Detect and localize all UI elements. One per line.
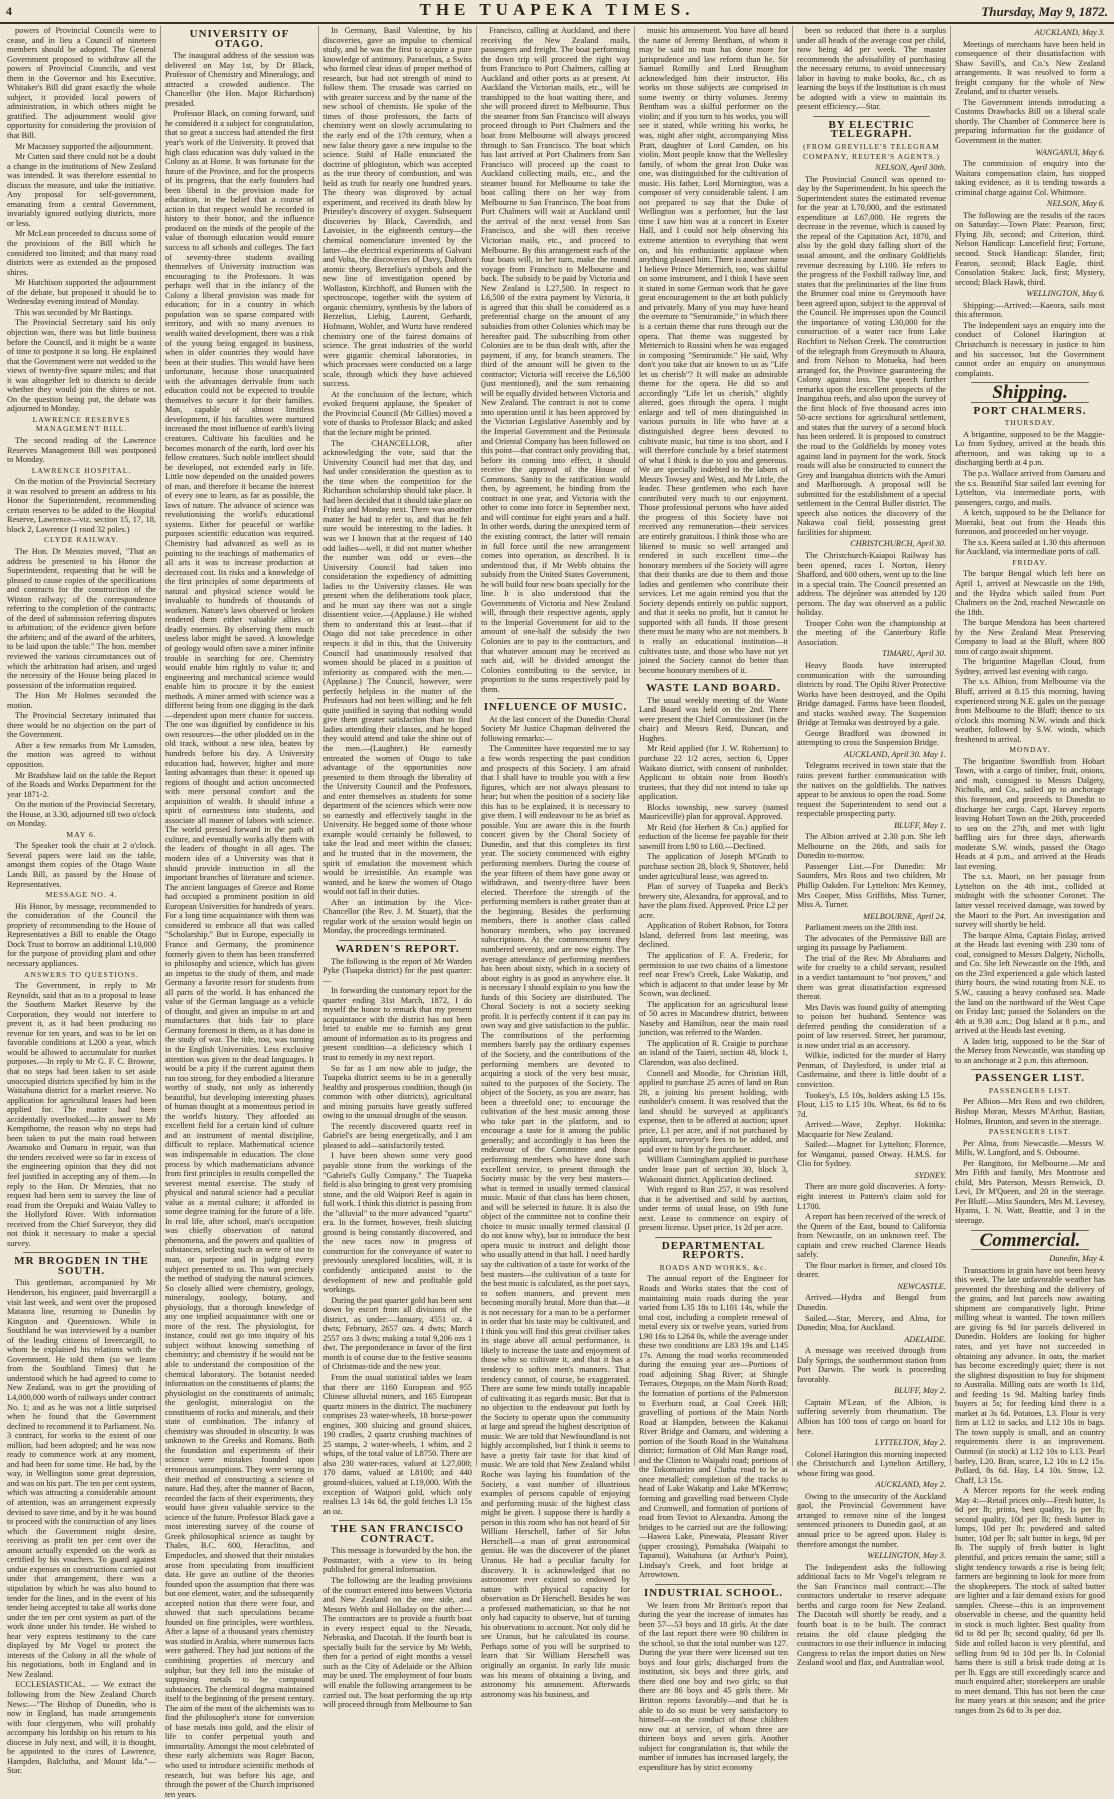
paragraph: powers of Provincial Councils were to cease, and in lieu a Council of nineteen members should be adopted. The General Government proposed to withdraw all the powers of Provincial Councils, and vest them in the Governor and his Executive. Whitaker's Bill did grant exactly the whole subject, it provided local powers of administration, in which others might be gratified. The adjournment would give opportunity for considering the provision of that Bill. xyxy=(7,26,156,141)
paragraph: In Germany, Basil Valentine, by his discoveries, gave an impulse to chemical study, and he was the first to acquire a pure knowledge of antimony. Paracelsus, a Swiss who formed clear ideas of proper method of research, but had not strength of mind to follow them. The crusade was carried on with greater success and by the name of the new school of chemists. He spoke of the times of those professors, the facts of chemistry went on slowly accumulating to the early end of the 17th century, when a new false theory gave a new impulse to the science. Stahl of Halle enunciated the doctrine of phlogiston, which was accepted as the true theory of combustion, and was held as truth for nearly one hundred years. The theory was disproved by actual experiment, and received its death blow by Priestley's discovery of oxygen. Subsequent discoveries by Black, Cavendish, and Lavoisier, in the eighteenth century—the chemical nomenclature invented by the latter—the electrical experiments of Galvani and Volta, the discoveries of Davy, Dalton's atomic theory, Berzelius's symbols and the new line of investigation opened by Wollaston, Kirchhoff, and Bunsen with the spectroscope, together with the system of organic chemistry, synthesis by the labors of Berzelius, Liebig, Laurent, Gerhardt, Hofmann, Wohler, and Wurtz have rendered chemistry one of the fairest domains of science. The great industries of the world were gigantic chemical laboratories, in which processes were conducted on a large scale, through which they have achieved success. xyxy=(323,26,472,389)
paragraph: The second reading of the Lawrence Reserves Management Bill was postponed to Monday. xyxy=(7,435,156,465)
paragraph: The following are the results of the races on Saturday:—Town Plate: Pearson, first; Flying Jib, second; and Criterion, third. Nelson Handicap: Lancefield first; Fortune, second. Stock Handicap: Slander, first; Fearon, second; Black Eagle, third. Consolation Stakes: Jack, first; Mystery, second; Black Hawk, third. xyxy=(955,210,1105,287)
paragraph: The usual weekly meeting of the Waste Land Board was held on the 2nd. There were present the Chief Commissioner (in the chair) and Messrs Reid, Duncan, and Hughes. xyxy=(639,695,788,743)
paragraph: At the last concert of the Dunedin Choral Society Mr Justice Chapman delivered the following remarks:— xyxy=(481,714,630,743)
paragraph: This gentleman, accompanied by Mr Henderson, his engineer, paid Invercargill a visit last week, and went over the proposed Mataura line, returning to Dunedin by Kingston and Queenstown. While in Southland he was interviewed by a number of the leading citizens of Invercargill, to whom he explained his relations with the Government. He told them (so we learn from the Southland Times) that he understood which he had agreed to come to New Zealand, was to get the providing of L4,000,000 worth of railways under contract No. 1; and as he was not a little surprised when he found that the Government declined to recommend it to Parliament. No. 3 contract, for works to the extent of one million, had been adopted; and he was now ready to commence work at any moment, and had been for some time. He had, by the way, in Wellington some great depression, and was on his part. The ten per cent system, which was attracting a considerable amount of attention, was an arrangement expressly devised to save time, and by it he was bound to proceed with the construction of any lines which the Government might desire, receiving as profit ten per cent over the amount actually expended on the work as certified by his vouchers. To guard against undue expenses on constructions carried out under that arrangement, there was a stipulation by which he was also bound to tender for the lines, and in the event of his tender being accepted to take all works done under the ten per cent system as part of the work done under his tender. He wished to hear very express testimony to the care displayed by Mr Vogel to protect the interests of the Colony in all the whole of his negotiations, both in England and in New Zealand. xyxy=(7,1278,156,1679)
issue-date: Thursday, May 9, 1872. xyxy=(981,4,1108,19)
section-subheading: MESSAGE NO. 4. xyxy=(45,890,118,900)
dateline: CHRISTCHURCH, April 30. xyxy=(850,539,946,549)
source-note: PASSENGERS LIST. xyxy=(988,1127,1072,1137)
paragraph: The commission of enquiry into the Waitara compensation claim, has stopped taking evidence, as it is tending towards a criminal charge against Col. Whitmore. xyxy=(955,159,1105,197)
paragraph: The Provincial Council was opened to-day by the Superintendent. In his speech the Superintendent states the estimated revenue for the year at L70,000, and the estimated expenditure at L67,000. He regrets the decrease in the revenue, which is caused by the repeal of the Capitation Act, 1870, and also by the gold duty falling short of the usual amount, and the ordinary Goldfields revenue decreasing by L100. He refers to the progress of the Foxhill railway line, and states that the preliminaries of the line from the Brunner coal mine to Greymouth have been agreed upon, subject to the approval of the Council. He impresses upon the Council the importance of voting L30,000 for the construction of a water race from Lake Rochfort to Nelson Creek. The construction of the telegraph from Greymouth to Ahaura, and from Nelson to Motueka, had been arranged for, the Province guaranteeing the Colony against loss. The speech further remarks upon the excellent prospects of the Inangahua reefs, and also upon the survey of the first block of five thousand acres into 50-acre sections for agricultural settlement, and states that the survey of a second block has been ordered. It is proposed to construct the road to the Goldfields by money votes against land in payment for the work. Stock roads will also be constructed to connect the Grey and Inangahua districts with the Amuri and Marlborough. A proposal will be submitted for the establishment of a special settlement in the Central Buller district. The speech also notices the discovery of the Nakawa coal field, possessing great facilities for shipment. xyxy=(797,174,946,537)
paragraph: Shipping:—Arrived:—Kaeora, sails most this afternoon. xyxy=(955,300,1105,320)
paragraph: Mrs Davis was found guilty of attempting to poison her husband. Sentence was deferred pending the consideration of a point of law reserved. Street, her paramour, is now under trial as an accessory. xyxy=(797,1002,946,1050)
paragraph: The Hon Mr Holmes seconded the motion. xyxy=(7,691,156,710)
paragraph: Passenger List.—For Dunedin: Mr Saunders, Mrs Ross and two children, Mr Phillip Oakden. For Lyttelton: Mrs Kenney, Mrs Cooper, Miss Griffiths, Miss Turner, Miss A. Turner. xyxy=(797,861,946,910)
source-note: PASSENGERS LIST. xyxy=(988,1085,1072,1095)
article-heading: PASSENGER LIST. xyxy=(975,1072,1085,1085)
article-heading: DEPARTMENTAL REPORTS. xyxy=(661,1239,766,1262)
paragraph: William Cunningham applied to purchase under lease part of section 30, block 3, Wakouaiti district. Application declined. xyxy=(639,1155,788,1184)
paragraph: The Government, in reply to Mr Reynolds, said that as to a proposal to lease the Southern Market Reserve by the Corporation, they would not interfere to prevent it, as it had been producing no revenue for ten years, and was to be let on favorable conditions at L200 a year, which would be allowed to accumulate for market purposes.—In reply to Mr G. F. C. Browne, that no steps had been taken to set aside unoccupied districts specified by him in the Waitahuna district for a market reserve. No application for agricultural leases had been applied for. The matter had been accidentally overlooked.—In answer to Mr Kempthorne, the reason why no steps had been taken to put the main road between Awamoko and Oamaru in repair, was that the tenders received were so far in excess of the engineering opinion that they did not feel justified in accepting any of them.—In reply to the Hon. Dr Menzies, that no request had been sent to survey the line of road from the Orepuki and Waiau Valley to the Hollyford River. With information received from the Chief Surveyor, they did not think it necessary to make a special survey. xyxy=(7,981,156,1248)
paragraph: A ketch, supposed to be the Deliance for Moeraki, beat out from the Heads this forenoon, and proceeded on her voyage. xyxy=(955,508,1105,537)
paragraph: Arrived:—Wave, Zephyr. Hokitika: Macquarie for New Zealand. xyxy=(797,1120,946,1139)
paragraph: The CHANCELLOR, after acknowledging the vote, said that the University Council had met that day, and had under consideration the question as to the time when the competition for the Richardson scholarship should take place. It had been decided that it should take place on Friday and Monday next. There was another matter he had to refer to, and that he felt sure would be interesting to the ladies. It was we I known that at the request of 140 odd ladies—well, it did not matter whether the number was odd or even—the University Council had taken into consideration the expediency of admitting ladies to the University classes. He was present when the deliberations took place, and he must say there was not a single dissentient voice.—(Applause.) He wished them to understand this at least—that if Otago did not take precedence in other respects it did in this, that the University Council had unanimously resolved that women should be placed in a position of inferiority as compared with the men.—(Applause.) The Council, however, were perfectly helpless in the matter of the Professors had not been willing; and he felt quite justified in saying that nothing would give them greater satisfaction than to find ladies attending their classes, and he hoped they would attend and take the shine out of the men.—(Laughter.) He earnestly entreated the women of Otago to take advantage of the opportunities now presented to them through the liberality of the University Council and the Professors, and enter themselves as students for some department of the sciences which were now so earnestly and effectively taught in the University. He begged some of those whose example would certainly be followed, to take the lead and meet within the classes; and he trusted that in the movement, the spirit of emulation the movement which would be irresistible. An example was wanted, and he knew the women of Otago would not fall in their duties. xyxy=(323,438,472,897)
paragraph: The application for an agricultural lease of 50 acres in Macandrew district, between Naseby and Hamilton, near the main road junction, was referred to the Warden. xyxy=(639,999,788,1038)
article-heading: WASTE LAND BOARD. xyxy=(646,682,781,695)
paragraph: During the past quarter gold has been sent down by escort from all divisions of the district, as under:—January, 4551 oz. 4 dwts; February, 2657 ozs. 4 dwts; March 2557 ozs 3 dwts; making a total 9,206 ozs 1 dwt. The preponderance in favor of the first month is of course due to the festive seasons of Christmas-tide and the new year. xyxy=(323,1295,472,1372)
column-2 xyxy=(161,26,319,1799)
paragraph: His Honor, by message, recommended to the consideration of the Council the propriety of recommending to the House of Representatives a Bill to enable the Otago Dock Trust to borrow an additional L10,000 for the purpose of providing plant and other necessary appliances. xyxy=(7,901,156,968)
paragraph: With regard to Run 257, it was resolved that it be advertised and sold by auction, under terms of usual lease, on 19th June next. Lease to commence on expiry of present license. Upset price, 1s 2d per acre. xyxy=(639,1185,788,1233)
paragraph: The advocates of the Permissive Bill are urging its passage by Parliament. xyxy=(797,933,946,953)
paragraph: Mr Reid applied (for J. W. Robertson) to purchase 22 1/2 acres, section 6, Upper Waikato district, with consent of runholder. Applicant to obtain note from Booth's trustees, that they did not intend to take up application. xyxy=(639,744,788,802)
paragraph: Trooper Cohn won the championship at the meeting of the Canterbury Rifle Association. xyxy=(797,618,946,647)
article-heading: INDUSTRIAL SCHOOL. xyxy=(643,1586,784,1599)
paragraph: Telegrams received in town state that the rains prevent further communication with the natives on the goldfields. The natives appear to be anxious to open the road. Some request the Superintendent to send out a respectable prospecting party. xyxy=(797,761,946,819)
paragraph: The brigantine Swordfish from Hobart Town, with a cargo of timber, fruit, onions, and malt, consigned to Messrs Dalgety, Nicholls, and Co., sailed up to anchorage this forenoon, and proceeds to Dunedin to discharge her cargo. Capt. Harvey reports leaving Hobart Town on the 26th, proceeded to sea on the 27th, and met with light baffling airs for three days, afterwards moderate S.W. winds, passed the Otago Heads at 4 p.m., and arrived at the Heads last evening. xyxy=(955,756,1105,871)
masthead xyxy=(0,0,1114,24)
dateline: WELLINGTON, May 6. xyxy=(1026,289,1105,299)
paragraph: George Bradford was drowned in attempting to cross the Suspension Bridge. xyxy=(797,728,946,748)
column-rule xyxy=(339,1520,456,1521)
paragraph: The s.s. Maori, on her passage from Lyttelton on the 4th inst., collided at midnight with the schooner Coronet. The latter vessel received damage, was towed by the Maori to the Port. An investigation and survey will shortly be held. xyxy=(955,872,1105,930)
paragraph: On the motion of the Provincial Secretary it was resolved to present an address to his Honor the Superintendent, recommending certain reserves to be added to the Hospital Reserve, Lawrence—viz. section 15, 17, 18, block 2, Lawrence (1 rood 32 poles.) xyxy=(7,477,156,534)
paragraph: The application of R. Craigie to purchase an island of the Taieri, section 48, block 1, Clarendon, was also declined. xyxy=(639,1038,788,1067)
section-subheading: ANSWERS TO QUESTIONS. xyxy=(23,969,140,979)
paragraph: The Albion arrived at 2.30 p.m. She left Melbourne on the 26th, and sails for Dunedin to-morrow. xyxy=(797,832,946,861)
paragraph: A message was received through from Daly Springs, the southernmost station from Port Darwin. The work is proceeding favorably. xyxy=(797,1346,946,1384)
column-6 xyxy=(793,26,951,1668)
article-columns xyxy=(3,26,1111,1799)
paragraph: The Hon. Dr Menzies moved, "That an address be presented to his Honor the Superintendent, requesting that he will be pleased to cause copies of the specifications and contracts for the construction of the Winton railway; of the correspondence referring to the completion of the contracts; of the deed of submission referring disputes to arbitration; of the evidence given before the arbiters; and of the award of the arbiters, to be laid upon the table." The hon. member reviewed the various circumstances out of which the arbitration had arisen, and urged the necessity of the House being placed in possession of the information required. xyxy=(7,546,156,690)
dateline: AUCKLAND, May 3. xyxy=(1034,28,1105,37)
paragraph: In forwarding the customary report for the quarter ending 31st March, 1872, I do myself the honor to remark that my present acquaintance with the district has not been brief to enable me to furnish any great amount of information as to its progress and present condition—a deficiency which I trust to remedy in my next report. xyxy=(323,986,472,1062)
dateline: TIMARU, April 30. xyxy=(882,649,946,659)
date-subheading: MAY 6. xyxy=(66,829,97,839)
paragraph: This message is forwarded by the hon. the Postmaster, with a view to its being published for general information. xyxy=(323,1546,472,1575)
paragraph: The barque Bengal which left here on April 1, arrived at Newcastle on the 19th, and the Hydra which sailed from Port Chalmers on the 2nd, reached Newcastle on the 18th. xyxy=(955,569,1105,617)
dateline: BLUFF, May 2. xyxy=(894,1386,946,1396)
paragraph: The application of Joseph M'Grath to purchase section 28, block 9, Shotover, held under agricultural lease, was agreed to. xyxy=(639,852,788,881)
paragraph: After an intimation by the Vice-Chancellor (the Rev. J. M. Stuart), that the regular work of the session would begin on Monday, the proceedings terminated. xyxy=(323,897,472,936)
paragraph: Application of Robert Robson, for Totora Island, deferred from last meeting, was declined. xyxy=(639,921,788,950)
dateline: NELSON, April 30th. xyxy=(875,163,946,173)
paragraph: On the motion of the Provincial Secretary, the House, at 3.30, adjourned till two o'clock on Monday. xyxy=(7,800,156,829)
article-heading: PORT CHALMERS. xyxy=(973,404,1087,417)
date-subheading: FRIDAY. xyxy=(1012,557,1048,567)
paragraph: Professor Black, on coming forward, said he considered it a subject for congratulation, that so great a success had attended the first year's work of the University. It proved that high class education was duly valued in the Colony as at Home. It was fortunate for the future of the Province, and for the prospects of its progress, that the early founders had been liberal in the provision made for education, in the belief that a course of action in that respect would be recorded in history to their honor, and the influence produced on the minds of the people of the value of thorough education would ensure success to all schools and colleges. The fact of seventy-three students availing themselves of University instruction was encouraging to the Professors. It was perhaps well that in the infancy of the Colony a liberal provision was made for education; for in a country in which population was so sparse compared with territory, and with so many avenues to wealth waited development, there was a risk of the young being engaged in business, when in older countries they would have been at their studies. This would have been unfortunate, because those unacquainted with the advantages derivable from such education could not be expected to trouble themselves to secure it for their families. Man, capable of almost limitless development, if his faculties were nurtured increased the most influence of earth's living creatures. Cultivate his faculties and he becomes monarch of the earth, lord over his fellow creatures. Such noble intellect should be developed, not extended early in life. Little now depended on the unaided powers of man, and therefore it became the interest of every one to learn, as far as possible, the laws of nature. The advance of science was revolutionising the world's educational systems. Either for peaceful or warlike purposes scientific education was required. Chemistry had advanced as well as in pointing to the teachings of mathematics of all arts it was to increase production at decreased cost. Its risks and a knowledge of the first principles of some departments of natural and physical science would be invaluable to hundreds of thousands of workmen. Nature's laws observed or broken rendered them either valuable allies or deadly enemies. By observing them much useless labor might be saved. A knowledge of geology would often save a miner infinite trouble in searching for ore. Chemistry would enable him rightly to value it; and engineering and mechanical science would enable him to procure it by the easiest methods. A miner armed with science was a different being from one digging in the dark—dependent upon mere chance for success. The one was dignified by confidence in his own resources—the other plodded on in the old track, without a new idea, beaten by hundreds before his day. A University education had, however, higher and more lasting advantages than these: it opened up regions of thought and action unconnected with mere personal comfort and the acquisition of wealth. It should infuse a spirit of earnestness into students, and associate all manner of labors with science. The world pressed forward in the path of culture, and eventually works ally them with the leaders of thought in all ages. The modern idea of a University was that it should provide instruction in all the important branches of literature and science. The ancient languages of Greece and Rome had occupied a prominent position in old European Universities for hundreds of years. For a long time acquaintance with them was considered to embrace all that was called "Scholarship." But in Europe, especially in France and Germany, the prominence formerly given to them has been transferred to philosophy and science, which has given an impetus to the study of them, and made Germany a favorite resort for students from all parts of the world. It has enhanced the value of the German language as a vehicle of thought, and given an impulse to art and manufactures that bids fair to place Germany foremost in them, as it has done in the study of war. The tide, too, was turning in the English Universities. Less exclusive attention was given to the dead languages. It would be a pity if the current against them ran too strong, for they embodied a literature worthy of study, not only as inherently beautiful, but developing interesting phases of human thought at a momentous period in the world's history. They afforded an excellent field for a certain kind of culture and an instrument of mental discipline, difficult to replace. Mathematical science was indispensable in education. The close process by which mathematicians advance from first principles to results compelled the severest mental exercise. The study of physical and natural science had a peculiar value as a mental culture; it afforded in some degree training for the future of a life. In real life, after school, man's occupation was chiefly observation of natural phenomena, and the powers and qualities of substances, selecting such as were of use to man, or purpose and in judging every subject presented to us. This was precisely the method of studying the natural sciences. So closely allied were chemistry, geology, mineralogy, zoology, botany, and physiology, that a thorough knowledge of any one implied acquaintance with one or more of the rest. The physiologist, for instance, could not go into inquiry of his subject without knowing something of chemistry; and chemistry if he would not be able to understand the composition of the chemical laboratory. The botanist needed information on the constituents of plants; the physiologist on the constituents of animals; the geologist, mineralogist on the constituents of rocks and minerals, and their state of combination. The infancy of chemistry was shrouded in obscurity. It was unknown to the Greeks and Romans. Both the foundation and experiments of their science were mistakes founded upon erroneous assumptions. They were wrong in their method of constructing a science of nature. Had they, after the manner of Bacon, recorded the facts of their experiments, they would have given valuable service to the science of the future. Professor Black gave a most interesting survey of the course of Greek philosophical science as taught by Thales, B.C. 600, Heraclitus, and Empedocles, and showed that their mistakes arose from speculating from insufficient data. He gave an outline of the theories founded upon the assumption that there was but one element, water, and the subsequently accepted notion that there were four, and showed that such speculations became founded on fine principles, were worthless. After a lapse of a thousand years chemistry was studied in Arabia, where numerous facts were gathered. They had just notions of the combining properties of mercury and sulphur, but they fell into the mistake of supposing metals to be compound substances. The chemical dogma maintained itself to the beginning of the present century. The aim of the most of the alchemists was to find the philosopher's stone for conversion of base metals into gold, and the elixir of life to confer perpetual youth and immortality. Amongst the most celebrated of these early alchemists was Roger Bacon, who used to introduce scientific methods of research, but was before his age, and through the power of the Church imprisoned ten years. xyxy=(165,109,314,1799)
paragraph: Mr McLean proceeded to discuss some of the provisions of the Bill which he considered too limited; and that many road districts were as extended as the proposed shires. xyxy=(7,229,156,277)
paragraph: The annual report of the Engineer for Roads and Works states that the cost of maintaining main roads during the year varied from L35 18s to L101 14s, while the total cost, including a complete renewal of metal every six or twelve years, varied from L90 16s to L264 0s, while the average under these two conditions are L83 19s and L145 17s. Among the road works recommended during the ensuing year are—Portions of road adjoining Shag River; at Shingle Terraces, Otepopo, on the Main North Road; the formation of portions of the Palmerston to Everburn road, at Coal Creek Hill; gravelling of portions of the Main North Road at Hampden, between the Kakanui River Bridge and Oamaru, and widening a portion of the South Road in the Waitahuna district; formation of Old Man Range road, and the Clinton to Waipahi road; portions of the Tokomairiro and Clutha road to be at once metalled; completion of the tracks to head of Lake Wakatip and Lake M'Kerrow; forming and gravelling road between Clyde and Cromwell, and formation of portions of road from Teviot to Alexandra. Among the bridges to be carried out are the following:—Hawea Lake, Pinewaia, Pleasant River (upper crossing), Pomahaka (Waipahi to Tapanui), Waitahuna (at Arthur's Point), Lindsay's Creek, and foot bridge at Arrowtown. xyxy=(639,1274,788,1580)
paragraph: So far as I am now able to judge, the Tuapeka district seems to be in a generally healthy and prosperous condition, though (in common with other districts), agricultural and mining pursuits have greatly suffered owing to the unusual drought of the season. xyxy=(323,1063,472,1121)
column-5 xyxy=(635,26,793,1772)
paragraph: Arrived.—Hydra and Bengal from Dunedin. xyxy=(797,1293,946,1312)
paragraph: We learn from Mr Britton's report that during the year the increase of inmates has been 57—53 boys and 18 girls. At the date of the last report there were 90 children in the school, so that the total number was 127. During the year there were licensed out ten boys and four girls; discharged from the institution, six boys and three girls, and there died one boy and two girls; so that there are 86 boys and 45 girls there. Mr Britton reports favorably—and that he is able to do so must be very satisfactory to himself—on the conduct of those children now out at service, of whom three are thirteen boys and seven girls. Another subject for congratulation is, that while the number of inmates has increased largely, the expenditure has by strict economy xyxy=(639,1600,788,1772)
paragraph: The inaugural address of the session was delivered on May 1st, by Dr Black, Professor of Chemistry and Mineralogy, and attracted a crowded audience. The Chancellor (the Hon. Major Richardson) presided. xyxy=(165,51,314,108)
paragraph: The Speaker took the chair at 2 o'clock. Several papers were laid on the table, amongst them copies of the Otago Waste Lands Bill, as passed by the House of Representatives. xyxy=(7,841,156,889)
column-rule xyxy=(813,116,930,117)
column-4 xyxy=(477,26,635,1699)
paragraph: Owing to the unsecurity of the Auckland gaol, the Provincial Government have arranged to remove nine of the longest sentenced prisoners to Dunedin gaol, at an annual price to be agreed upon. Haley is therefore amongst the number. xyxy=(797,1491,946,1549)
column-rule xyxy=(971,1069,1089,1070)
column-rule xyxy=(339,940,456,941)
paragraph: ECCLESIASTICAL. — We extract the following from the New Zealand Church News:—"The Bishop of Dunedin, who is now in England, has made arrangements with four clergymen, who will probably accompany his lordship on his return to his diocese in July next, and will, it is thought, be appointed to the cures of Lawrence, Hampden, Balclutha, and Mount Ida."—Star. xyxy=(7,1680,156,1776)
dateline: NELSON, May 6. xyxy=(1046,199,1105,209)
paragraph: The barque Alma, Captain Finlay, arrived at the Heads last evening with 230 tons of coal, consigned to Messrs Dalgety, Nicholls, and Co. She left Newcastle on the 19th, and on the 23rd experienced a gale which lasted thirty hours, the wind rotating from N.E. to S.W., causing a heavy confused sea. Made the land on the northward of the West Cape on Friday last; passed the Solanders on the 4th at 9.30 a.m.; Dog Island at 8 p.m., and arrived at the Heads last evening. xyxy=(955,930,1105,1036)
column-rule xyxy=(655,1584,772,1585)
paragraph: The barque Mendoza has been chartered by the New Zealand Meat Preserving Company to load at the Bluff, where 800 tons of cargo await shipment. xyxy=(955,618,1105,656)
paragraph: There are more gold discoveries. A forty-eight interest in Pattern's claim sold for L1700. xyxy=(797,1182,946,1211)
article-heading: UNIVERSITY OF OTAGO. xyxy=(189,28,290,50)
paragraph: From the usual statistical tables we learn that there are 1160 European and 955 Chinese alluvial miners, and 165 European quartz miners in the district. The machinery comprises 23 water-wheels, 18 horse-power engines, 300 sluicing and ground sluices, 190 cradles, 2 quartz crushing machines of 25 stamps, 2 water-wheels, 1 whim, and 2 whips, of the total value of L8750. There are also 230 water-races, valued at L27,000; 170 dams, valued at L8100; and 440 ground-sluices, valued at L19,000. With the exception of Waipori gold, which only realises L3 14s 6d, the gold fetches L3 15s an oz. xyxy=(323,1373,472,1516)
section-subheading: ROADS AND WORKS, &c. xyxy=(659,1262,768,1272)
paragraph: Mr Reid (for Herbert & Co.) applied for reduction of the license fee payable for their sawmill from L90 to L60.—Declined. xyxy=(639,822,788,851)
paragraph: The p.s. Wallace arrived from Oamaru and the s.s. Beautiful Star sailed last evening for Lyttelton, via intermediate ports, with passengers, cargo, and mails. xyxy=(955,468,1105,507)
paragraph: Mr Hutchison supported the adjournment of the debate, but proposed it should be to Wednesday evening instead of Monday. xyxy=(7,278,156,307)
section-banner: Shipping. xyxy=(992,382,1068,404)
paragraph: music his amusement. You have all heard the name of Jeremy Bentham, of whom it may be said no man has done more for jurisprudence and law reform than he. Sir Samuel Romilly and Lord Brougham acknowledged him their instructor. His works on those subjects are comprised in some twenty or thirty volumes. Jeremy Bentham was a skilful performer on the violin; and if you turn to his works, you will see it stated, while writing his works, he was, night after night, accompanying Miss Pratt, daughter of Lord Camden, on his violin. Most people know that the Wellesley family, of whom the great Iron Duke was one, was distinguished for the cultivation of music. His father, Lord Mornington, was a composer of very considerable talent. I am not prepared to say that the Duke of Wellington was a performer, but the last time I saw him was at a concert in Exeter Hall, and I could not help observing his extreme attention to everything that went on, and his enthusiastic applause when anything pleased him. There is another name I believe Prince Metternich, too, was skilful on some instrument, and I think I have seen it stated in some German work that he gave great encouragement to the art both publicly and privately. Many of you may have heard the overture to "Semiramide," in which there is a certain theme that runs through out the opera. That theme was suggested by Metternich to Rossini when he was engaged in composing "Semiramide." He said, Why don't you take that air known to us as "Life let us cherish"? It will make an admirable theme for the opera. He did so and accordingly "Life let us cherish," slightly altered, goes through the opera. I might enlarge and tell of men distinguished in various pursuits in life who have at a distinguished degree been devoted to cultivate music, but time is too short, and I will therefore conclude by a brief statement of what I think is due to you and generous. We are specially indebted to the labors of Messrs Towsey and West, and Mr Little, the leader. These gentlemen who each have contributed very much to our enjoyment. Those professional persons who have aided the progress of this Society have not received any remuneration—their services are entirely gratuitous. I think those who are likened to music so well arranged and rendered in such excellent time—the honorary members of the Society will agree that their thanks are due to them and those ladies and gentlemen who contribute their services. Let me again remind you that the Society depends entirely on public support, and that it seeks no profit, but it cannot be supported with all funds. If those present there must be many who are not members. It is really an educational institution—it cultivates taste, and those who have not yet joined the Society cannot do better than become honorary members of it. xyxy=(639,26,788,675)
dateline: LYTTELTON, May 2. xyxy=(875,1438,946,1448)
paragraph: Captain M'Lean, of the Albion, is suffering severely from rheumatism. The Albion has 100 tons of cargo on board for here. xyxy=(797,1397,946,1436)
section-subheading: LAWRENCE RESERVES MANAGEMENT BILL. xyxy=(32,414,131,434)
paragraph: The application of F. A. Frederic, for permission to use two chains of a limestone reef near Frew's Creek, Lake Wakatip, and which is adjacent to that under lease by Mr Scown, was declined. xyxy=(639,950,788,999)
column-rule xyxy=(23,1252,140,1253)
article-heading: BY ELECTRIC TELEGRAPH. xyxy=(828,118,915,141)
paragraph: A laden brig, supposed to be the Star of the Mersey from Newcastle, was standing up to an anchorage at 2 p.m. this afternoon. xyxy=(955,1036,1105,1065)
paragraph: The Provincial Secretary said his only objection was, there was but little business before the Council, and it might be a waste of time to postpone it so long. He explained that the Government were not wedded to the views of twenty-five square miles; and that it was altogether left to districts to decide whether they would join the shires or not. On the question being put, the debate was adjourned to Monday. xyxy=(7,318,156,414)
dateline: WANGANUI, May 6. xyxy=(1035,147,1105,157)
column-7 xyxy=(951,26,1109,1715)
paragraph: After a few remarks from Mr Lumsden, the motion was agreed to without opposition. xyxy=(7,740,156,770)
dateline: AUCKLAND, April 30. May 1. xyxy=(844,749,946,759)
dateline: NEWCASTLE. xyxy=(897,1281,946,1291)
paragraph: The Government intends introducing a Customs Drawbacks Bill on a liberal scale shortly. The Chamber of Commerce here is preparing information for the guidance of Government in the matter. xyxy=(955,97,1105,146)
column-rule xyxy=(655,679,772,680)
paragraph: The flour market is firmer, and closed 10s dearer. xyxy=(797,1260,946,1280)
paragraph: The Independent says an enquiry into the conduct of Colonel Harington at Christchurch is necessary in justice to him and his successor, but the Government cannot order an enquiry on anonymous complaints. xyxy=(955,320,1105,378)
paragraph: Plan of survey of Tuapeka and Beck's brewery site, Alexandra, for approval, and to have the plans fixed. Approved. Price L2 per acre. xyxy=(639,882,788,920)
paragraph: Sailed.—Star, Mercey, and Alma, for Dunedin; Moa, for Auckland. xyxy=(797,1313,946,1333)
paragraph: The brigantine Magellan Cloud, from Sydney, arrived last evening with cargo. xyxy=(955,657,1105,676)
paragraph: Mr Cutten said there could not be a doubt a change in the institutions of New Zealand was intended. It was therefore essential to discuss the measure, and take the initiative. Any proposal for self-government, emanating from a central Government, invariably ignored outlying districts, more or less. xyxy=(7,152,156,228)
paragraph: The Christchurch-Kaiapoi Railway has been opened, races I. Norton, Henry Shafford, and 600 others, went up to the line in a special train. The Council presented an address. The déjeûner was attended by 120 persons. The day was observed as a public holiday. xyxy=(797,550,946,618)
paragraph: A brigantine, supposed to be the Maggie-Lu from Sydney, arrived at the heads this afternoon, and was taking up to a discharging berth at 4 p.m. xyxy=(955,429,1105,468)
paragraph: The s.s. Keera sailed at 1.30 this afternoon for Auckland, via intermediate ports of call. xyxy=(955,537,1105,557)
paragraph: The Provincial Secretary intimated that there would be no objection on the part of the Government. xyxy=(7,711,156,740)
paragraph: Connell and Moodie, for Christian Hill, applied to purchase 25 acres of land on Run 28, a joining his present holding, with runholder's consent. It was resolved that the land should be surveyed at applicant's expense, then to be offered at auction; upset price, L1 per acre, and if not purchased by applicant, surveyor's fees to be added, and paid over to him by the purchaser. xyxy=(639,1068,788,1154)
paragraph: Mr Bradshaw laid on the table the Report of the Roads and Works Department for the year 1871-2. xyxy=(7,770,156,799)
paragraph: Colonel Harington this morning inspected the Christchurch and Lyttelton Artillery, whose firing was good. xyxy=(797,1449,946,1478)
paragraph: At the conclusion of the lecture, which evoked frequent applause, the Speaker of the Provincial Council (Mr Gillies) moved a vote of thanks to Professor Black; and asked that the lecture might be printed. xyxy=(323,389,472,437)
paragraph: Heavy floods have interrupted communication with the surrounding districts by road. The Opihi River Protective Works have been destroyed, and the Opihi Bridge damaged. Farms have been flooded, and stacks washed away. The Suspension Bridge at Temuka was destroyed by a gale. xyxy=(797,661,946,728)
date-subheading: MONDAY. xyxy=(1009,745,1051,755)
paragraph: Transactions in grain have not been heavy this week. The late unfavorable weather has prevented the threshing and the delivery of the grains, and but parcels now awaiting shipment are comparatively light. Prime milling wheat is wanted. The town millers are giving 6s 9d for parcels delivered in Dunedin. Holders are looking for higher rates, and yet have not succeeded in obtaining any advance. In oats, the market has become exceedingly quiet; there is not the slightest disposition to buy for shipment to Australia. Milling oats are worth 1s 11d, and feeding 1s 9d. Malting barley finds buyers at 5s; for feeding kind there is a market at 3s 6d. Potatoes, L3. Flour is very firm at L12 in sacks, and L12 10s in bags. The town supply is small, and an country requirements there is an improvement. Oatmeal (in stock) at L12 10s to L13. Pearl barley, L20. Bran, scarce, L2 10s to L2 15s. Pollard, 8s 6d. Hay, L4 10s. Straw, L2. Chaff, L3 15s. xyxy=(955,1265,1105,1485)
section-banner: Commercial. xyxy=(979,1229,1081,1251)
paragraph: The Independent asks the following additional facts to Mr Vogel's telegram re the San Francisco mail contract:—The contractors undertake to reserve adequate berths and cargo room for New Zealand. The Dacotah will shortly be ready, and a fourth boat is to be built. The contract retains the old clause pledging the contractors to use their influence in inducing Congress to relax the import duties on New Zealand wool and flax, and Australian wool. xyxy=(797,1562,946,1668)
source-note: (FROM GREVILLE'S TELEGRAM COMPANY, REUTER'S AGENTS.) xyxy=(802,142,941,161)
paragraph: Wilkie, indicted for the murder of Harry Penman, of Daylesford, is under trial at Castlemaine, and there is little doubt of a conviction. xyxy=(797,1051,946,1089)
paragraph: Parliament meets on the 28th inst. xyxy=(805,923,918,933)
paragraph: The recently discovered quartz reef in Gabriel's are being energetically, and I am pleased to add—satisfactorily tested. xyxy=(323,1121,472,1150)
paragraph: Per Rangitoto, for Melbourne.—Mr and Mrs Fifth and family, Mrs Montrose and child, Mrs Paterson, Messrs Renwick, D. Levi, Dr M'Queen, and 20 in the steerage. Per Bluff.—Miss Saunders, Mrs M. Levesey, Hyams, I. N. Watt, Beattie, and 3 in the steerage. xyxy=(955,1158,1105,1225)
paragraph: The trial of the Rev. Mr Abrahams and wife for cruelty to a child servant, resulted in a verdict tantamount to "not proven," and there was great dissatisfaction expressed thereat. xyxy=(797,953,946,1002)
column-3 xyxy=(319,26,477,1710)
column-rule xyxy=(497,698,614,699)
paragraph: The following is the report of Mr Warden Pyke (Tuapeka district) for the past quarter:— xyxy=(323,956,472,985)
paragraph: This was seconded by Mr Bastings. xyxy=(15,307,133,317)
section-subheading: LAWRENCE HOSPITAL. xyxy=(31,465,132,475)
dateline: Dunedin, May 4. xyxy=(1049,1254,1105,1264)
newspaper-title: THE TUAPEKA TIMES. xyxy=(419,0,695,19)
article-heading: THE SAN FRANCISCO CONTRACT. xyxy=(330,1523,465,1545)
date-subheading: THURSDAY. xyxy=(1004,418,1056,428)
paragraph: Per Albion—Mrs Ross and two children, Bishop Moran, Messrs M'Arthur, Bastian, Holmes, Brunton, and seven in the steerage. xyxy=(955,1097,1105,1126)
paragraph: The s.s. Albion, from Melbourne via the Bluff, arrived at 8.15 this morning, having experienced strong N.E. gales on the passage from Melbourne to the Bluff; thence to six o'clock this morning N.W. winds and thick weather, followed by S.W. winds, which freshened to arrival. xyxy=(955,677,1105,744)
paragraph: Sailed:—Magnet for Lyttelton; Florence, for Wanganui, passed Otway. H.M.S. for Clio for Sydney. xyxy=(797,1140,946,1169)
page-number: 4 xyxy=(6,4,12,18)
dateline: BLUFF, May 1. xyxy=(894,820,946,830)
paragraph: Mr Macassey supported the adjournment. xyxy=(15,141,154,151)
paragraph: The Committee have requested me to say a few words respecting the past condition and prospects of this Society. I am afraid that I shall have to trouble you with a few figures, which are not always pleasant to hear; but when the position of a society like this has to be explained, it is necessary to give them. I will endeavour to be as brief as possible. You are aware this is the fourth concert given by the Choral Society of Dunedin, and that this completes its first year. The society commenced with eighty performing members. During the course of the year fifteen of them have gone away or withdrawn, and twenty-three have been elected. Therefore the strength of the performing members is rather greater than at the beginning. Besides the performing members, there is another class called honorary members, who pay increased subscriptions. At the commencement they numbered seventy, and are now eighty. The average attendance of performing members has been about sixty, which in a society of about eighty is as good as anywhere else. It is necessary I should explain to you how the funds of this Society are distributed. The Choral Society is not a society seeking profit. It is perfectly content if it can pay its own way and give satisfaction to the public. The contributions of the performing members barely pay the ordinary expenses of the Society, and the contributions of the performing members are devoted to acquiring a stock of the very best music, suited to the purposes of the Society. The object of the Society, as you are aware, has been a threefold one; to encourage the cultivation of the best music among those who take part in the platform, and to encourage a taste for it among the public generally; and accordingly it has been the endeavour of the Committee and those performing members who have done such excellent service, to present through the Society music by the very best masters—what is termed in usually termed classical music. Music of that class has been chosen, and will be selected in future. It is also the object of the committee not to confine their choice to music usually termed classical (I do not know why), but to introduce the best opera music to instruct and delight those who usually attend in that hall. I need hardly say the cultivation of a taste for works of the best masters—the cultivation of a taste for the best music is calculated, as the poet says, to soften manners, and prevent men becoming morally brutal. More than that—it is not necessary for a man to be a performer in order that his taste may be cultivated, and I think you will find this great civiliser takes its stage above all actual performance, is likely to increase the taste and enjoyment of those who so cultivate it, and that it has a tendency to soften men's manners. That tendency cannot, of course, be exaggerated. There are some few minds totally incapable of cultivating it as regards music. But that is no objection to the endeavour put forth by the Society to operate upon the community at large and spread the highest description of music. We are told that Newfoundland is not highly accomplished, but I think it seems to have a pretty fair taste for that kind of music. We are told that New Zealand whilst Roche was laying his foundation of the Society, a vast number of illustrious examples of persons capable of enjoying and performing music of the highest class might be given. I suppose there is hardly a person in this room who has not heard of Sir William Herschell, father of Sir John Herschell—a man of great astronomical genius. He was the discoverer of the planet Uranus. He had a peculiar faculty for discovery. It is acknowledged that no astronomer ever existed so endowed by nature with physical capacity for observation as Dr Herschell. Besides he was a professed mathematician, so that he not only had capacity to observe, but of turning his observations to account. Not only did he see Uranus, but he calculated its course. Perhaps some of you will be surprised to learn that Sir William Herschell was originally an organist. In early life music was his means of obtaining a living, and astronomy his amusement. Afterwards astronomy was his business, and xyxy=(481,744,630,1699)
paragraph: Tookey's, L5 10s, holders asking L5 15s. Flour, L15 to L15 10s. Wheat, 6s 6d to 6s 7d. xyxy=(797,1090,946,1119)
article-heading: MR BROGDEN IN THE SOUTH. xyxy=(14,1255,149,1277)
paragraph: The following are the leading provisions of the contract entered into between Victoria and New Zealand on the one side, and Messrs Webb and Holladay on the other:—The contractors are to provide a fourth boat in every respect equal to the Nevada, Nebraska, and Dacotah. If the fourth boat is specially built for the service by Mr Webb, then for a period of eight months a vessel such as the City of Adelaide or the Albion may be used. The employment of four boats will enable the following arrangement to be carried out. The boat performing the up trip will proceed through from Melbourne to San xyxy=(323,1575,472,1710)
article-heading: INFLUENCE OF MUSIC. xyxy=(483,701,628,714)
paragraph: A report has been received of the wreck of the Queen of the East, bound to California from Newcastle, on an unknown reef. The captain and crew reached Clarence Heads safely. xyxy=(797,1212,946,1260)
column-rule xyxy=(655,1237,772,1238)
dateline: SYDNEY. xyxy=(914,1170,946,1180)
dateline: WELLINGTON, May 3. xyxy=(867,1551,946,1561)
paragraph: Per Alma, from Newcastle.—Messrs W. Mills, W. Langford, and S. Osbourne. xyxy=(955,1138,1105,1158)
paragraph: Francisco, calling at Auckland, and there receiving the New Zealand mails, passengers and freight. The boat performing the down trip will proceed the right way from Francisco to Port Chalmers, calling at Auckland and other ports as at present. At Auckland the Victorian mails, etc., will be transhipped to the boat waiting there, and she will proceed direct to Melbourne. Thus the steamer from San Francisco will always proceed through to Port Chalmers and the boat from Melbourne will always proceed through to San Francisco. The boat which has last arrived at Port Chalmers from San Francisco will proceed up the coast to Auckland collecting mails, etc., and the steamer bound for Melbourne to take the boat calling there on her way from Melbourne to San Francisco. The boat from Port Chalmers will wait at Auckland until the arrival of the next vessel from San Francisco, and she will then receive Victorian mails, etc., and proceed to Melbourne. By this arrangement each of the four boats will, in her turn, make the round voyage from Francisco to Melbourne and back. The subsidy to be paid by Victoria and New Zealand is L27,500. In respect to L6,500 of the extra payment by Victoria, it is agreed that this shall be considered as a preferential charge on the amount of any subsidies from other Colonies which may be hereafter paid. The subscribing from other Colonies are to be thus dealt with, after the payment, if any, for branch steamers. The third of the amount will be given to the contractor; Victoria will receive the L6,500 (just mentioned), and the sum remaining will be equally divided between Victoria and New Zealand. The contract is not to come into operation until it has been approved by the Victorian Legislative Assembly and by the Imperial Government and the Peninsula and Oriental Company has been followed on this point—that contract only providing that, before its coming into effect, it should receive the approval of the House of Commons. Sanity to the ratification would then, by agreement, be binding from the contract in one year, and Victoria with the other to come into force in September next, and will continue for eight years and a half. In other words, during the unexpired term of the existing contract, the latter will remain in full force until the new arrangement comes into operation, as described. It is understood that, if Mr Webb obtains the subsidy from the United States Government, he will build four new boats specially for the line. It is also understood that the Governments of Victoria and New Zealand will, through their respective agents, apply to the Imperial Government for aid to the amount of one-half the subsidy the two Colonies are to pay to the contractors, and that whatever amount may be received as such aid, will be divided amongst the Colonies contributing to the service, in proportion to the sums respectively paid by them. xyxy=(481,26,630,694)
article-heading: WARDEN'S REPORT. xyxy=(335,942,460,955)
paragraph: A Mercer reports for the week ending May 4:—Retail prices only—Fresh butter, 1s 6d per lb; prints, best quality, 1s per lb; second quality, 10d per lb; fresh butter in lumps, 10d per lb; powdered and salted butter, 10d per lb; salt butter in kegs, 9d per lb. The supply of fresh butter is light plentiful, and prices remain the same; still a slight tendency towards a rise is being felt; farmers are beginning to look for more from the shopkeepers. The stock of salted butter are lighter and a fair demand exists for good samples. Cheese—this is an improvement observable in cheese, and the quantity held in stock is much lighter. Best quality from 6d to 8d per lb; second quality, 6d per lb. Side and rolled bacon is very plentiful, and selling from 9d to 10d per lb. In Colonial hams there is still a brisk trade doing at 1s per lb. Eggs are still exceedingly scarce and much enquired after; storekeepers are unable to meet demand. This has not been the case for many years at this season; and the price ranges from 2s 6d to 3s per doz. xyxy=(955,1486,1105,1715)
dateline: AUCKLAND, May 2. xyxy=(875,1480,946,1490)
paragraph: I have been shown some very good payable stone from the workings of the "Gabriel's Gully Company." The Tuapeka field is also bringing to great very promising stone, and the old Waipori Reef is again in full work. I think this district is passing from the "alluvial" to the more advanced "quartz" era. In the former, however, fresh sluicing ground is being constantly discovered, and the new races now in progress of construction for the conveyance of water to previously unexplored localities, will, it is confidently anticipated assist to the development of new and profitable gold workings. xyxy=(323,1151,472,1295)
paragraph: been so reduced that there is a surplus under all heads of the average cost per child, now being 4d per week. The master recommends the advisability of purchasing the necessary returns, to avoid unnecessary labor in having to make books, &c., ch as learning the boys if the Institution is ch must be adopted with a view to maintain its present efficiency.—Star. xyxy=(797,26,946,112)
column-1 xyxy=(3,26,161,1776)
section-subheading: CLYDE RAILWAY. xyxy=(43,535,120,545)
dateline: MELBOURNE, April 24. xyxy=(863,911,946,921)
paragraph: Meetings of merchants have been held in consequence of their dissatisfaction with Shaw Savill's, and Co.'s New Zealand arrangements. It was resolved to form a freight company for the whole of New Zealand, and to charter vessels. xyxy=(955,39,1105,97)
paragraph: Blocks township, new survey (named Mauriceville) plan for approval. Approved. xyxy=(639,802,788,822)
dateline: ADELAIDE. xyxy=(904,1334,946,1344)
